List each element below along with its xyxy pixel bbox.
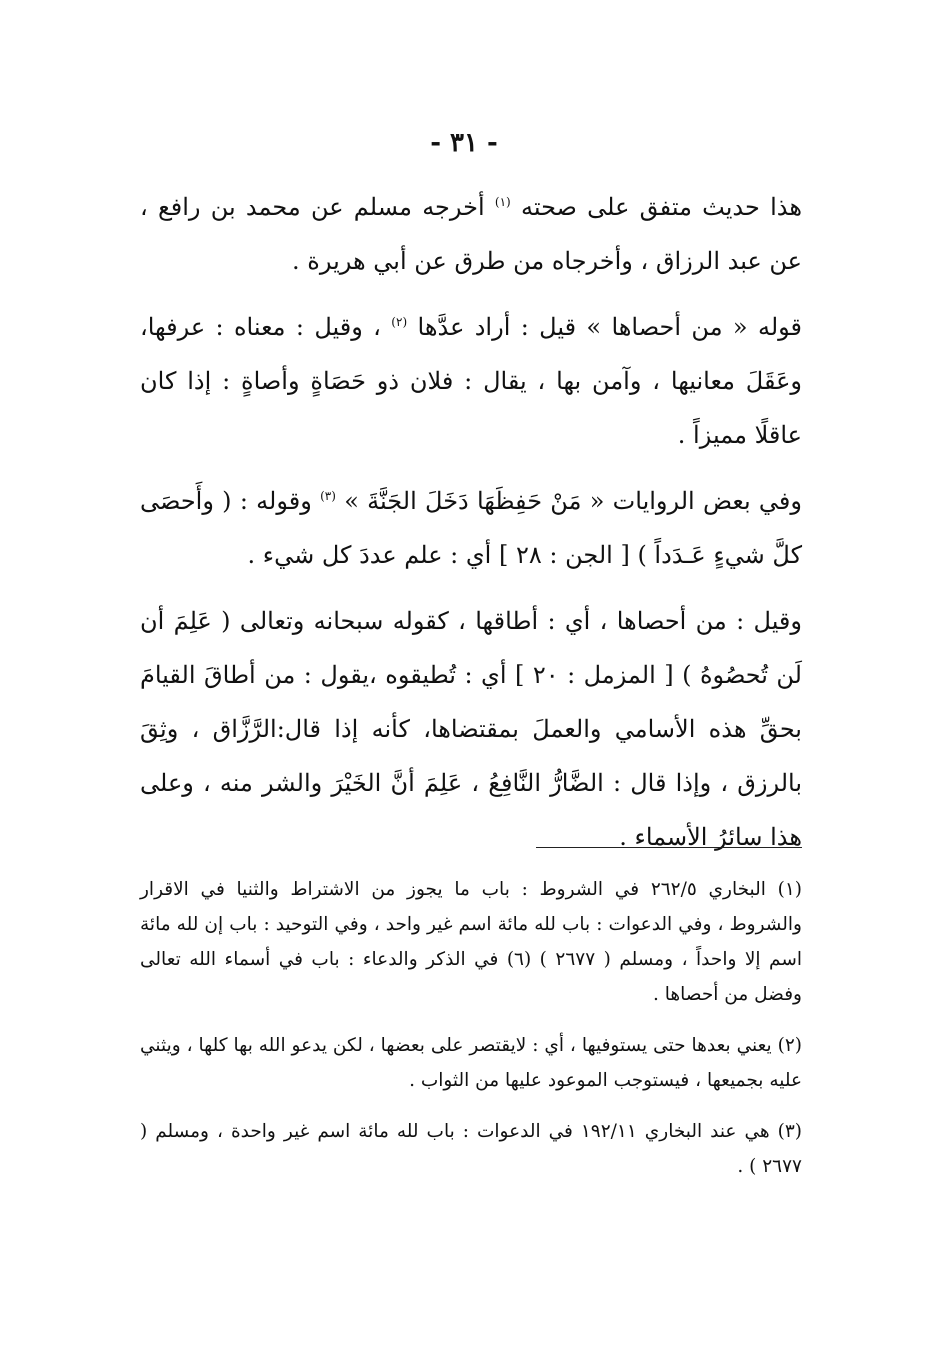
paragraph-text: هذا حديث متفق على صحته — [520, 193, 802, 221]
footnote-2: (٢) يعني بعدها حتى يستوفيها ، أي : لايقتصر على بعضها ، لكن يدعو الله بها كلها ، ويثني عليه بجميعها ، فيستوجب الموعود عليها من الثواب . — [140, 1035, 802, 1091]
footnote-reference-3: (٣) — [320, 489, 336, 503]
main-text — [140, 180, 802, 876]
footnotes — [140, 872, 802, 1200]
footnote-1: (١) البخاري ٢٦٢/٥ في الشروط : باب ما يجوز من الاشتراط والثنيا في الاقرار والشروط ، وفي الدعوات : باب لله مائة اسم غير واحد ، وفي التوحيد : باب إن لله مائة اسم إلا واحداً ، ومسلم ( ٢٦٧٧ ) (٦) في الذكر والدعاء : باب في أسماء الله تعالى وفضل من أحصاها . — [140, 879, 802, 1005]
paragraph-text: وقوله : ( وأَحصَى كلَّ شيءٍ عَـدَداً ) [ الجن : ٢٨ ] أي : علم عددَ كل شيء . — [140, 487, 802, 569]
paragraph-text: أخرجه مسلم عن محمد بن رافع ، عن عبد الرزاق ، وأخرجاه من طرق عن أبي هريرة . — [140, 193, 802, 275]
paragraph-text: وفي بعض الروايات « مَنْ حَفِظَهَا دَخَلَ الجَنَّةَ » — [344, 487, 802, 515]
footnote-3: (٣) هي عند البخاري ١٩٢/١١ في الدعوات : باب لله مائة اسم غير واحدة ، ومسلم ( ٢٦٧٧ ) . — [140, 1121, 802, 1177]
footnote-divider — [536, 847, 802, 848]
paragraph-narrations — [140, 474, 802, 582]
page-number: - ٣١ - — [430, 128, 498, 158]
paragraph-text: قوله « من أحصاها » قيل : أراد عدَّها — [417, 313, 802, 341]
footnote-reference-1: (١) — [494, 195, 511, 209]
paragraph-text: ، وقيل : معناه : عرفها، وعَقَلَ معانيها ، وآمن بها ، يقال : فلان ذو حَصَاةٍ وأصاةٍ : إذا كان عاقلًا مميزاً . — [140, 313, 802, 449]
paragraph-meaning — [140, 300, 802, 462]
paragraph-hadith-source — [140, 180, 802, 288]
paragraph-interpretation: وقيل : من أحصاها ، أي : أطاقها ، كقوله سبحانه وتعالى ( عَلِمَ أن لَن تُحصُوهُ ) [ المزمل : ٢٠ ] أي : تُطيقوه ،يقول : من أطاقَ القيامَ بحقِّ هذه الأسامي والعملَ بمقتضاها، كأنه إذا قال:الرَّزَّاق ، وثِقَ بالرزق ، وإذا قال : الضَّارُّ النَّافِعُ ، عَلِمَ أنَّ الخَيْرَ والشر منه ، وعلى هذا سائرُ الأسماء . — [140, 607, 803, 851]
footnote-reference-2: (٢) — [391, 315, 408, 329]
